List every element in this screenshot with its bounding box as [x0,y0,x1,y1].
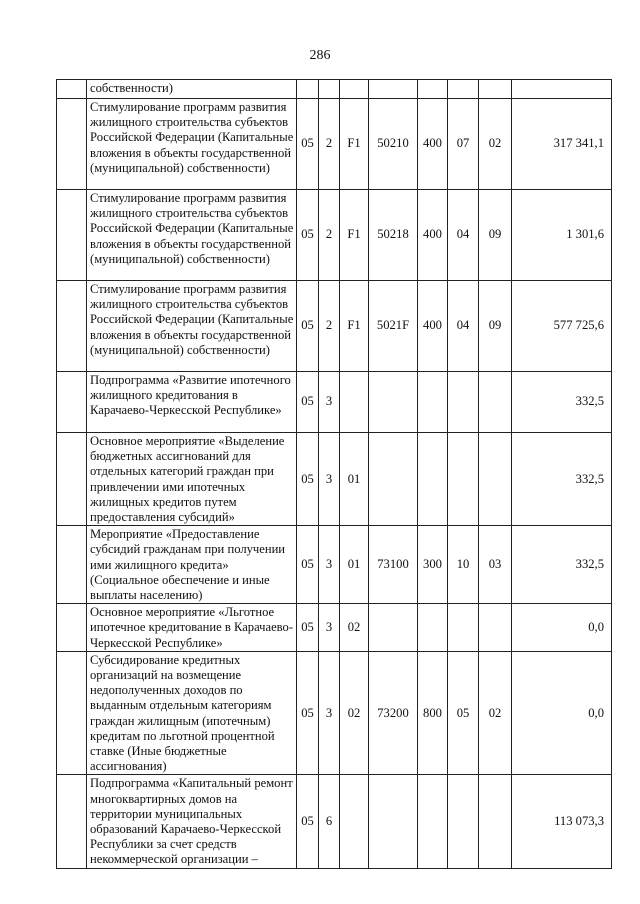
code-subprogram: 02 [340,651,369,775]
table-row [57,190,612,281]
code-section [297,80,319,99]
blank-cell [57,80,87,99]
code-direction: 73100 [369,526,418,604]
code-direction: 50210 [369,99,418,190]
row-description: Основное мероприятие «Выделение бюджетных ассигнований для отдельных категорий граждан при привлечении ими ипотечных жилищных кредитов путем предоставления субсидий» [87,433,297,526]
blank-cell [57,372,87,433]
code-direction [369,372,418,433]
code-program: 3 [319,433,340,526]
code-subprogram [340,80,369,99]
row-description: Подпрограмма «Капитальный ремонт многоквартирных домов на территории муниципальных образований Карачаево-Черкесской Республики за счет средств некоммерческой организации – [87,775,297,868]
code-expense-type: 400 [418,99,448,190]
row-description: Субсидирование кредитных организаций на возмещение недополученных доходов по выданным отдельным категориям граждан жилищным (ипотечным) кредитам по льготной процентной ставке (Иные бюджетные ассигнования) [87,651,297,775]
code-subprogram: F1 [340,99,369,190]
code-direction [369,80,418,99]
code-subdivision: 02 [479,99,512,190]
row-amount: 317 341,1 [512,99,612,190]
table-row [57,775,612,868]
row-description: Стимулирование программ развития жилищного строительства субъектов Российской Федерации (Капитальные вложения в объекты государственной (муниципальной) собственности) [87,190,297,281]
row-description: Стимулирование программ развития жилищного строительства субъектов Российской Федерации (Капитальные вложения в объекты государственной (муниципальной) собственности) [87,281,297,372]
blank-cell [57,651,87,775]
code-subdivision: 03 [479,526,512,604]
code-subprogram: F1 [340,190,369,281]
code-section: 05 [297,99,319,190]
code-division [448,775,479,868]
code-division: 05 [448,651,479,775]
row-amount: 332,5 [512,433,612,526]
code-division [448,433,479,526]
page-number: 286 [309,48,331,63]
blank-cell [57,775,87,868]
budget-table [56,79,612,869]
code-division: 07 [448,99,479,190]
blank-cell [57,190,87,281]
blank-cell [57,604,87,652]
code-expense-type: 400 [418,190,448,281]
code-expense-type [418,372,448,433]
row-description: Стимулирование программ развития жилищного строительства субъектов Российской Федерации (Капитальные вложения в объекты государственной (муниципальной) собственности) [87,99,297,190]
code-expense-type [418,775,448,868]
row-amount: 0,0 [512,604,612,652]
code-subprogram [340,372,369,433]
table-row [57,604,612,652]
row-amount: 332,5 [512,526,612,604]
row-amount: 113 073,3 [512,775,612,868]
code-division [448,80,479,99]
code-division: 10 [448,526,479,604]
table-row [57,99,612,190]
blank-cell [57,281,87,372]
row-description: собственности) [87,80,297,99]
row-description: Подпрограмма «Развитие ипотечного жилищного кредитования в Карачаево-Черкесской Республике» [87,372,297,433]
code-subdivision [479,80,512,99]
code-expense-type [418,80,448,99]
row-amount: 1 301,6 [512,190,612,281]
code-expense-type [418,433,448,526]
code-subdivision: 09 [479,281,512,372]
table-row [57,433,612,526]
code-section: 05 [297,433,319,526]
code-direction: 5021F [369,281,418,372]
code-program: 3 [319,651,340,775]
code-subprogram: 01 [340,433,369,526]
blank-cell [57,99,87,190]
code-expense-type: 400 [418,281,448,372]
code-division: 04 [448,281,479,372]
code-expense-type: 800 [418,651,448,775]
row-amount: 577 725,6 [512,281,612,372]
code-section: 05 [297,526,319,604]
blank-cell [57,526,87,604]
code-subdivision: 02 [479,651,512,775]
code-subprogram: 02 [340,604,369,652]
code-direction [369,775,418,868]
code-program: 3 [319,526,340,604]
code-section: 05 [297,190,319,281]
row-description: Мероприятие «Предоставление субсидий гражданам при получении ими жилищного кредита» (Социальное обеспечение и иные выплаты населению) [87,526,297,604]
code-program: 3 [319,372,340,433]
code-subprogram [340,775,369,868]
code-division: 04 [448,190,479,281]
code-division [448,372,479,433]
blank-cell [57,433,87,526]
code-section: 05 [297,775,319,868]
code-program: 2 [319,281,340,372]
code-subdivision [479,433,512,526]
code-subprogram: 01 [340,526,369,604]
code-program: 3 [319,604,340,652]
code-expense-type [418,604,448,652]
table-row [57,281,612,372]
code-section: 05 [297,281,319,372]
code-program: 2 [319,99,340,190]
code-subdivision [479,604,512,652]
row-amount: 332,5 [512,372,612,433]
code-program: 2 [319,190,340,281]
table-row [57,526,612,604]
table-row [57,372,612,433]
code-direction [369,604,418,652]
code-direction: 73200 [369,651,418,775]
code-direction [369,433,418,526]
code-section: 05 [297,604,319,652]
table-body [57,80,612,869]
code-program [319,80,340,99]
code-program: 6 [319,775,340,868]
table-row [57,651,612,775]
code-division [448,604,479,652]
code-section: 05 [297,651,319,775]
code-expense-type: 300 [418,526,448,604]
code-direction: 50218 [369,190,418,281]
code-subdivision [479,775,512,868]
row-description: Основное мероприятие «Льготное ипотечное кредитование в Карачаево-Черкесской Республике» [87,604,297,652]
code-subprogram: F1 [340,281,369,372]
row-amount [512,80,612,99]
table-row [57,80,612,99]
code-subdivision [479,372,512,433]
row-amount: 0,0 [512,651,612,775]
code-section: 05 [297,372,319,433]
code-subdivision: 09 [479,190,512,281]
